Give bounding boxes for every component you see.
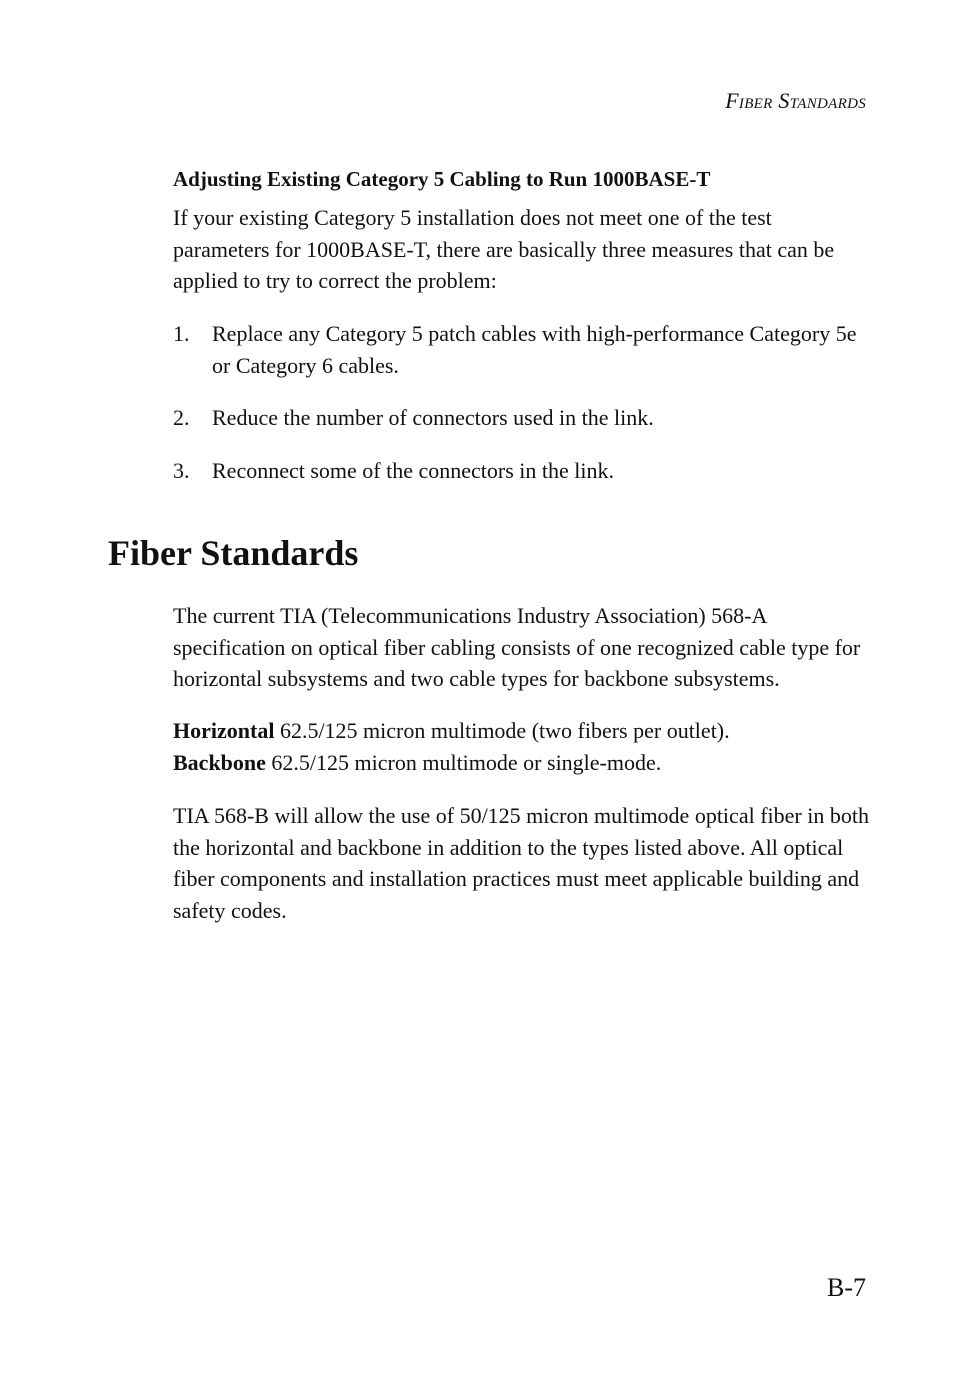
fiber-intro-paragraph: The current TIA (Telecommunications Industry Association) 568-A specification on optical fiber cabling consists of one recognized cable type for horizontal subsystems and two cable types for backbone subsystems. [173, 603, 861, 691]
section-heading-fiber-standards: Fiber Standards [108, 533, 359, 573]
cable-type-definitions [173, 715, 873, 778]
backbone-text: 62.5/125 micron multimode or single-mode. [265, 749, 662, 775]
horizontal-definition [173, 715, 873, 747]
list-item-number: 2. [173, 405, 190, 430]
horizontal-text: 62.5/125 micron multimode (two fibers per outlet). [274, 718, 730, 743]
list-item [173, 455, 873, 487]
list-item-number: 3. [173, 458, 190, 483]
running-header: Fiber Standards [725, 88, 866, 113]
backbone-definition [173, 747, 873, 779]
intro-paragraph: If your existing Category 5 installation does not meet one of the test parameters for 1000BASE-T, there are basically three measures that can be applied to try to correct the problem: [173, 205, 835, 293]
backbone-label: Backbone [173, 749, 266, 775]
list-item [173, 318, 873, 381]
horizontal-label: Horizontal [173, 718, 275, 743]
list-item [173, 402, 873, 434]
tia-568b-paragraph: TIA 568-B will allow the use of 50/125 micron multimode optical fiber in both the horizontal and backbone in addition to the types listed above. All optical fiber components and installation practices must meet applicable building and safety codes. [173, 803, 869, 923]
list-item-text: Reduce the number of connectors used in the link. [212, 405, 654, 430]
list-item-text: Replace any Category 5 patch cables with high-performance Category 5e or Category 6 cables. [212, 321, 857, 378]
list-item-text: Reconnect some of the connectors in the link. [212, 458, 614, 483]
subheading-cat5: Adjusting Existing Category 5 Cabling to Run 1000BASE-T [173, 167, 711, 191]
page-number: B-7 [827, 1273, 866, 1302]
list-item-number: 1. [173, 321, 190, 346]
